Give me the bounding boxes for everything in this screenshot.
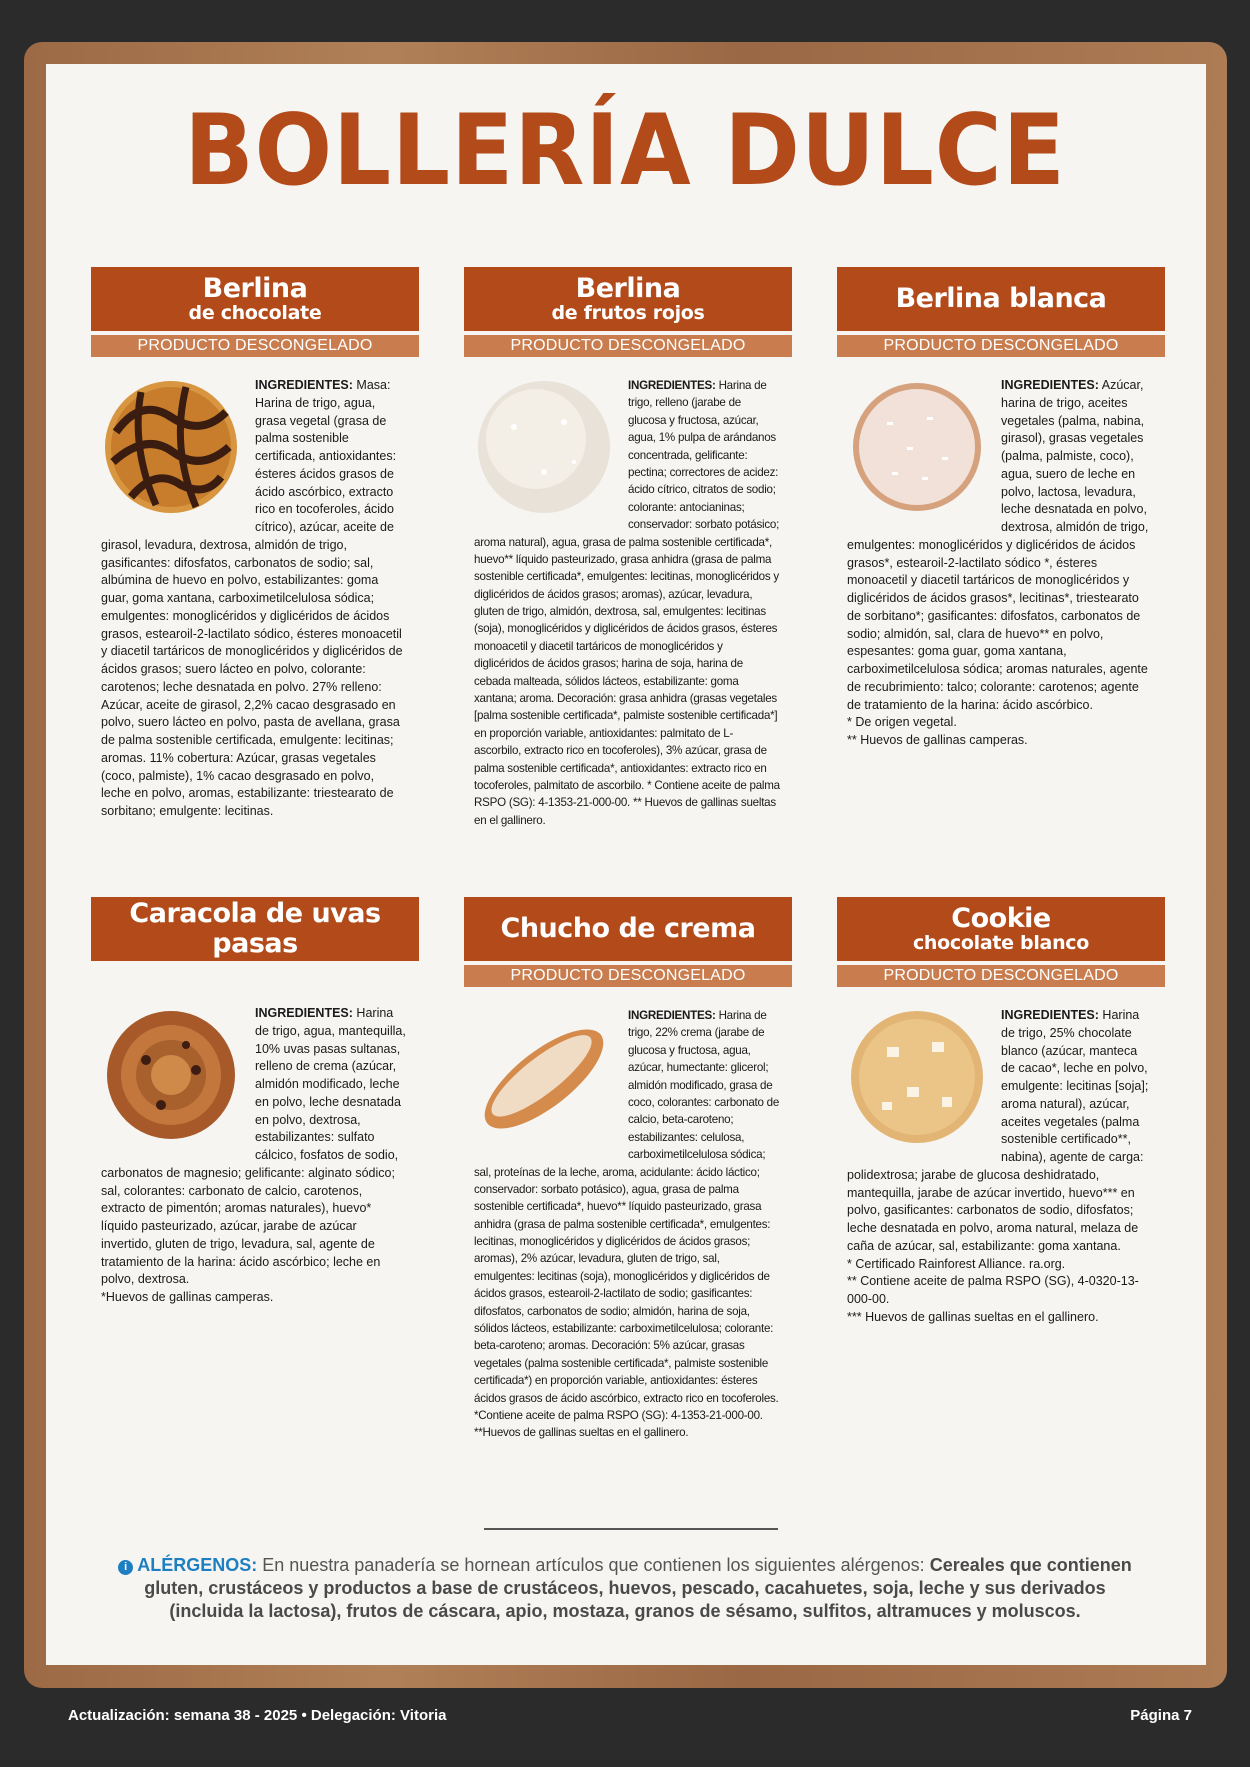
footnote: * Certificado Rainforest Alliance. ra.org. [847,1256,1066,1271]
ingredients-text: INGREDIENTES: Azúcar, harina de trigo, aceites vegetales (palma, nabina, girasol), grasas vegetales (palma, palmiste, coco), agua, suero de leche en polvo, lactosa, levadura, leche desnatada en polvo, dextrosa, almidón de trigo, emulgentes: monoglicéridos y diglicéridos de ácidos grasos*, estearoil-2-lactilato sódico *, ésteres monoacetil y diacetil tartáricos de monoglicéridos y diglicéridos de ácidos grasos*, lecitinas*, triestearato de sorbitano*; gasificantes: difosfatos, carbonatos de sodio; almidón, sal, clara de huevo** en polvo, espesantes: goma guar, goma xantana, carboximetilcelulosa sódica; aromas naturales, agente de recubrimiento: talco; colorante: carotenos; agente de tratamiento de la harina: ácido ascórbico. * De origen vegetal. ** Huevos de gallinas camperas. [837,377,1165,750]
product-header [464,897,792,961]
allergens-list: Cereales que contienen gluten, crustáceos y productos a base de crustáceos, huevos, pescado, cacahuetes, soja, leche y sus derivados (incluida la lactosa), frutos de cáscara, apio, mostaza, granos de sésamo, sulfitos, altramuces y moluscos. [144,1555,1132,1622]
product-name: Caracola de uvas pasas [129,898,381,959]
page-title: BOLLERÍA DULCE [184,94,1066,208]
frozen-badge: PRODUCTO DESCONGELADO [837,965,1165,987]
product-name: Chucho de crema [500,913,756,945]
product-card-berlina-blanca [837,267,1165,750]
footnote: ** Huevos de gallinas camperas. [847,733,1028,747]
footnote: ** Contiene aceite de palma RSPO (SG), 4-0320-13-000-00. [847,1274,1139,1306]
product-header [837,267,1165,331]
berlina-blanca-image [847,377,987,517]
footer-update: Actualización: semana 38 - 2025 • Delegación: Vitoria [68,1707,447,1724]
footnote: *** Huevos de gallinas sueltas en el gallinero. [847,1309,1099,1324]
ingredients-text: INGREDIENTES: Harina de trigo, 25% chocolate blanco (azúcar, manteca de cacao*, leche en polvo, emulgente: lecitinas [soja]; aroma natural), azúcar, aceites vegetales (palma sostenible certificado**, nabina), agente de carga: polidextrosa; jarabe de glucosa deshidratado, mantequilla, jarabe de azúcar invertido, huevo*** en polvo, gasificantes: carbonatos de sodio, difosfatos; leche desnatada en polvo, aroma natural, melaza de caña de azúcar, sal, estabilizante: goma xantana. * Certificado Rainforest Alliance. ra.org. ** Contiene aceite de palma RSPO (SG), 4-0320-13-000-00. *** Huevos de gallinas sueltas en el gallinero. [837,1007,1165,1327]
product-name: Berlina blanca [895,283,1107,315]
ingredients-text: INGREDIENTES: Harina de trigo, agua, mantequilla, 10% uvas pasas sultanas, relleno de crema (azúcar, almidón modificado, leche en polvo, leche desnatada en polvo, dextrosa, estabilizantes: sulfato cálcico, fosfatos de sodio, carbonatos de magnesio; gelificante: alginato sódico; sal, colorantes: carbonato de calcio, carotenos, extracto de pimentón; aromas naturales), huevo* líquido pasteurizado, azúcar, jarabe de azúcar invertido, gluten de trigo, levadura, sal, agente de tratamiento de la harina: ácido ascórbico; leche en polvo, dextrosa. *Huevos de gallinas camperas. [91,1005,419,1307]
divider [484,1528,778,1530]
frozen-badge: PRODUCTO DESCONGELADO [464,335,792,357]
cookie-image [847,1007,987,1147]
product-subname: de chocolate [188,302,322,325]
ingredients-text: INGREDIENTES: Harina de trigo, 22% crema (jarabe de glucosa y fructosa, agua, azúcar, humectante: glicerol; almidón modificado, grasa de coco, colorantes: carbonato de calcio, beta-caroteno; estabilizantes: celulosa, carboximetilcelulosa sódica; sal, proteínas de la leche, aroma, acidulante: ácido láctico; conservador: sorbato potásico), agua, grasa de palma sostenible certificada*, huevo** líquido pasteurizado, grasa anhidra (grasa de palma sostenible certificada*, emulgentes: lecitinas, monoglicéridos y diglicéridos de ácidos grasos; aromas), 2% azúcar, levadura, gluten de trigo, sal, emulgentes: lecitinas (soja), monoglicéridos y diglicéridos de ácidos grasos, estearoil-2-lactilato de sodio; gasificantes: difosfatos, carbonatos de sodio; almidón, harina de soja, sólidos lácteos, estabilizante: carboximetilcelulosa; colorante: beta-caroteno; aromas. Decoración: 5% azúcar, grasas vegetales (palma sostenible certificada*, palmiste sostenible certificada*) en proporción variable, antioxidantes: ésteres ácidos grasos de ácido ascórbico, extracto rico en tocoferoles. *Contiene aceite de palma RSPO (SG): 4-1353-21-000-00. **Huevos de gallinas sueltas en el gallinero. [464,1007,792,1442]
frozen-badge: PRODUCTO DESCONGELADO [91,335,419,357]
allergens-notice [112,1554,1138,1623]
product-card-chucho [464,897,792,1442]
product-header [837,897,1165,961]
chucho-image [474,1007,614,1147]
footnote: *Huevos de gallinas camperas. [101,1290,274,1304]
page-number: Página 7 [1130,1707,1192,1724]
frozen-badge: PRODUCTO DESCONGELADO [464,965,792,987]
berlina-frutos-rojos-image [474,377,614,517]
product-name: Cookie [951,902,1051,934]
product-name: Berlina [575,272,681,304]
frozen-badge: PRODUCTO DESCONGELADO [837,335,1165,357]
allergens-intro: En nuestra panadería se hornean artículos que contienen los siguientes alérgenos: [262,1555,925,1575]
product-card-caracola [91,897,419,1307]
footnote: * De origen vegetal. [847,715,957,730]
caracola-image [101,1005,241,1145]
product-name: Berlina [202,272,308,304]
allergens-label: ALÉRGENOS: [137,1555,258,1575]
ingredients-text: INGREDIENTES: Harina de trigo, relleno (jarabe de glucosa y fructosa, azúcar, agua, 1% pulpa de arándanos concentrada, gelificante: pectina; correctores de acidez: ácido cítrico, citratos de sodio; colorante: antocianinas; conservador: sorbato potásico; aroma natural), agua, grasa de palma sostenible certificada*, huevo** líquido pasteurizado, grasa anhidra (grasa de palma sostenible certificada*, emulgentes: lecitinas, monoglicéridos y diglicéridos de ácidos grasos; aromas), azúcar, levadura, gluten de trigo, almidón, dextrosa, sal, emulgentes: lecitinas (soja), monoglicéridos y diglicéridos de ácidos grasos, ésteres monoacetil y diacetil tartáricos de monoglicéridos y diglicéridos de ácidos grasos; harina de soja, harina de cebada malteada, sólidos lácteos, estabilizante: goma xantana; aroma. Decoración: grasa anhidra (grasas vegetales [palma sostenible certificada*, palmiste sostenible certificada*] en proporción variable, antioxidantes: palmitato de L-ascorbilo, extracto rico en tocoferoles), 3% azúcar, grasa de palma sostenible certificada*, antioxidantes: extracto rico en tocoferoles, palmitato de ascorbilo. * Contiene aceite de palma RSPO (SG): 4-1353-21-000-00. ** Huevos de gallinas sueltas en el gallinero. [474,379,780,827]
product-card-berlina-chocolate [91,267,419,821]
ingredients-text: INGREDIENTES: Masa: Harina de trigo, agua, grasa vegetal (grasa de palma sostenible certificada, antioxidantes: ésteres ácidos grasos de ácido ascórbico, extracto rico en tocoferoles, ácido cítrico), azúcar, aceite de girasol, levadura, dextrosa, almidón de trigo, gasificantes: difosfatos, carbonatos de sodio; sal, albúmina de huevo en polvo, estabilizantes: goma guar, goma xantana, carboximetilcelulosa sódica; emulgentes: monoglicéridos y diglicéridos de ácidos grasos, estearoil-2-lactilato sódico, ésteres monoacetil y diacetil tartáricos de monoglicéridos y diglicéridos de ácidos grasos; suero lácteo en polvo, colorante: carotenos; leche desnatada en polvo. 27% relleno: Azúcar, aceite de girasol, 2,2% cacao desgrasado en polvo, suero lácteo en polvo, pasta de avellana, grasa de palma sostenible certificada, emulgente: lecitinas; aromas. 11% cobertura: Azúcar, grasas vegetales (coco, palmiste), 1% cacao desgrasado en polvo, leche en polvo, aromas, estabilizante: triestearato de sorbitano; emulgente: lecitinas. [101,378,403,818]
product-subname: de frutos rojos [551,302,705,325]
product-subname: chocolate blanco [912,932,1090,955]
product-card-cookie [837,897,1165,1327]
product-card-berlina-frutos-rojos [464,267,792,829]
product-header [91,267,419,331]
info-icon: i [118,1560,133,1575]
berlina-chocolate-image [101,377,241,517]
product-header [464,267,792,331]
product-header [91,897,419,961]
